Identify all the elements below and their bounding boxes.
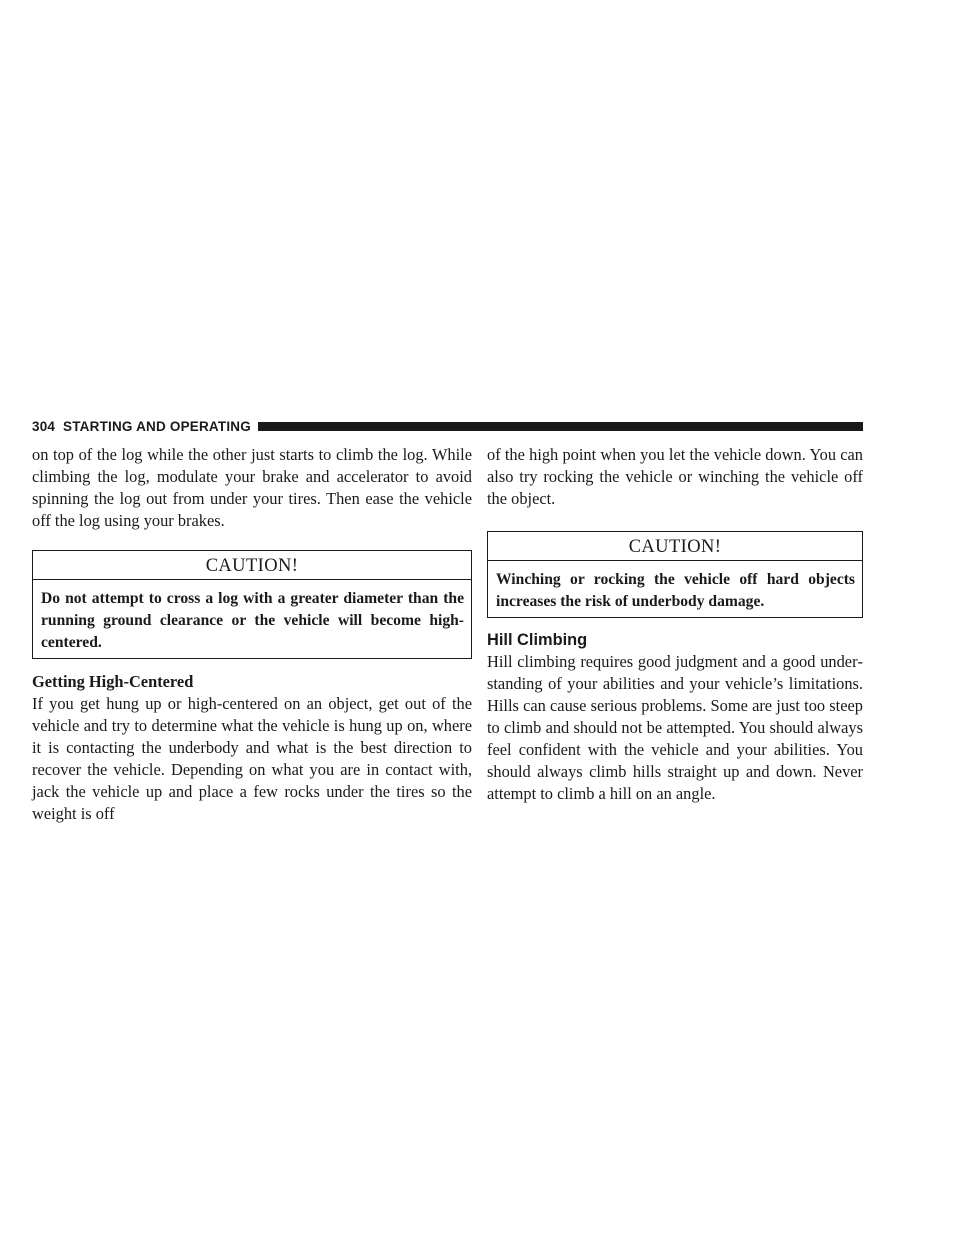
continued-paragraph: of the high point when you let the vehicle down. You can also try rocking the vehicle or winching the vehicle off the object. [487, 445, 863, 508]
intro-paragraph: on top of the log while the other just starts to climb the log. While climbing the log, modulate your brake and accelerator to avoid spinning the log out from under your tires. Then ease the vehicle off the log using your brakes. [32, 445, 472, 530]
subheading-hill-climbing: Hill Climbing [487, 631, 588, 649]
section-title: STARTING AND OPERATING [63, 418, 251, 434]
subheading-high-centered: Getting High-Centered [32, 672, 194, 691]
right-column [487, 444, 863, 805]
page-header [32, 416, 863, 436]
caution-box-log [32, 550, 472, 659]
hill-climbing-paragraph: Hill climbing requires good judgment and a good understanding of your abilities and your vehicle’s limitations. Hills can cause serious problems. Some are just too steep to climb and should not be attempted. You should always feel confident with the vehicle and your abilities. You should always climb hills straight up and down. Never attempt to climb a hill on an angle. [487, 652, 863, 803]
caution-body: Winching or rocking the vehicle off hard objects increases the risk of underbody damage. [496, 571, 855, 610]
page-number-and-section [32, 419, 251, 434]
caution-title: CAUTION! [33, 551, 471, 580]
page-number: 304 [32, 418, 56, 434]
left-column [32, 444, 472, 825]
caution-body: Do not attempt to cross a log with a greater diameter than the running ground clearance or the vehicle will become high-centered. [41, 590, 464, 651]
header-rule [258, 422, 863, 431]
high-centered-paragraph: If you get hung up or high-centered on an object, get out of the vehicle and try to determine what the vehicle is hung up on, where it is contacting the underbody and what is the best direction to recover the vehicle. Depending on what you are in contact with, jack the vehicle up and place a few rocks under the tires so the weight is off [32, 694, 472, 823]
caution-box-winching [487, 531, 863, 618]
caution-title: CAUTION! [488, 532, 862, 561]
